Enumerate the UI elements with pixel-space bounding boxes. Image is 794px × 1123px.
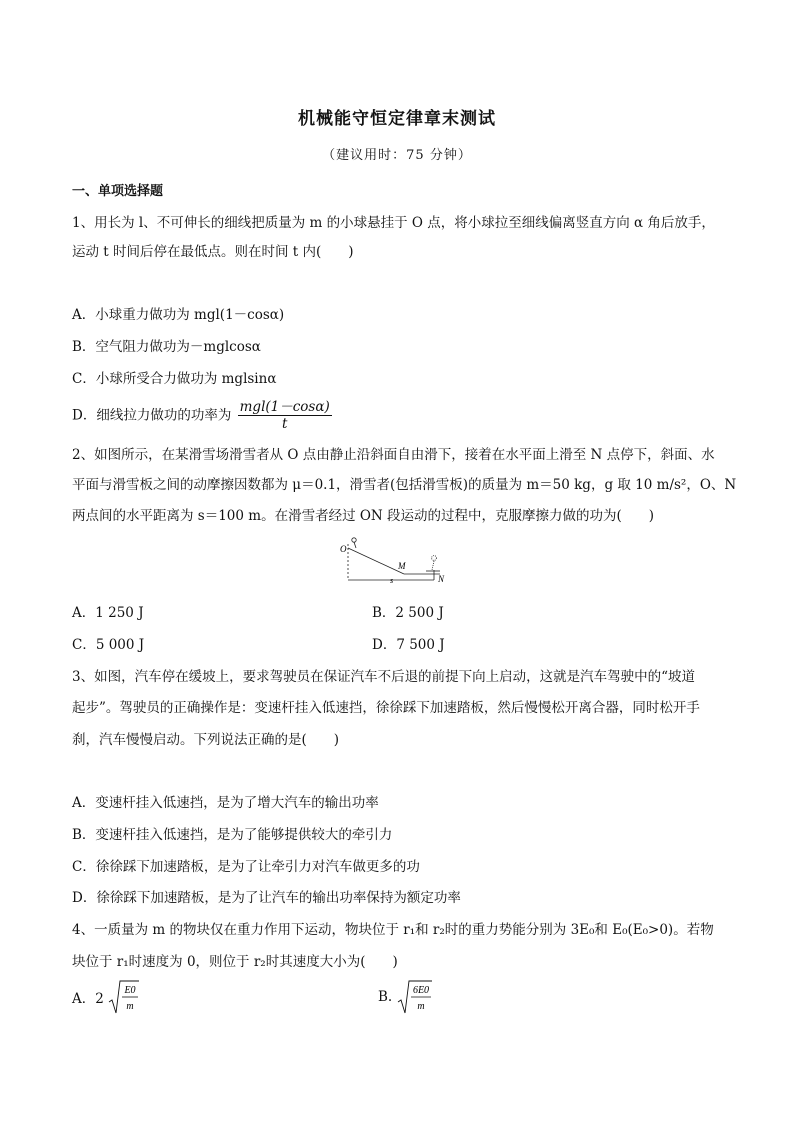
q3-stem-line2: 起步”。驾驶员的正确操作是：变速杆挂入低速挡，徐徐踩下加速踏板，然后慢慢松开离合器，同时松开手 bbox=[72, 700, 700, 716]
ski-slope-figure bbox=[334, 530, 450, 586]
q1-option-b: B．空气阻力做功为－mglcosα bbox=[72, 339, 261, 355]
q4-stem-line2: 块位于 r₁时速度为 0，则位于 r₂时其速度大小为( ) bbox=[72, 954, 398, 970]
document-subtitle: （建议用时：75 分钟） bbox=[322, 148, 472, 163]
q4-option-a-prefix: A．2 bbox=[72, 991, 104, 1007]
skier-end-body bbox=[432, 561, 434, 570]
q4-option-a-numerator: E0 bbox=[124, 985, 136, 996]
q3-option-c: C．徐徐踩下加速踏板，是为了让牵引力对汽车做更多的功 bbox=[72, 859, 420, 875]
q4-option-b-denominator: m bbox=[416, 1001, 425, 1012]
q4-option-b-prefix: B. bbox=[378, 989, 393, 1005]
q4-option-a-denominator: m bbox=[126, 1001, 134, 1012]
q1-option-d-prefix: D．细线拉力做功的功率为 bbox=[72, 407, 232, 424]
q1-option-c: C．小球所受合力做功为 mglsinα bbox=[72, 371, 277, 387]
figure-label-n: N bbox=[438, 574, 445, 584]
figure-label-m: M bbox=[398, 561, 406, 571]
q4-stem-line1: 4、一质量为 m 的物块仅在重力作用下运动，物块位于 r₁和 r₂时的重力势能分别为 3E₀和 E₀(E₀>0)。若物 bbox=[72, 922, 714, 938]
q2-option-b: B．2 500 J bbox=[372, 605, 444, 621]
q3-option-b: B．变速杆挂入低速挡，是为了能够提供较大的牵引力 bbox=[72, 827, 393, 843]
q2-option-d: D．7 500 J bbox=[372, 637, 445, 653]
skier-end-head bbox=[432, 556, 437, 561]
skier-start-head bbox=[352, 538, 356, 542]
figure-label-o: O bbox=[340, 544, 347, 554]
q3-option-d: D．徐徐踩下加速踏板，是为了让汽车的输出功率保持为额定功率 bbox=[72, 890, 461, 906]
section-heading: 一、单项选择题 bbox=[72, 184, 164, 199]
q4-option-b-numerator: 6E0 bbox=[412, 985, 429, 996]
q2-option-c: C．5 000 J bbox=[72, 637, 145, 653]
q1-stem-line1: 1、用长为 l、不可伸长的细线把质量为 m 的小球悬挂于 O 点，将小球拉至细线偏离竖直方向 α 角后放手， bbox=[72, 215, 715, 231]
q2-stem-line2: 平面与滑雪板之间的动摩擦因数都为 μ＝0.1，滑雪者(包括滑雪板)的质量为 m＝50 kg，g 取 10 m/s²，O、N bbox=[72, 477, 737, 493]
q1-option-d-denominator: t bbox=[281, 416, 288, 432]
q2-stem-line1: 2、如图所示，在某滑雪场滑雪者从 O 点由静止沿斜面自由滑下，接着在水平面上滑至 N 点停下，斜面、水 bbox=[72, 447, 715, 463]
q4-option-a-sqrt bbox=[108, 978, 140, 1016]
q2-stem-line3: 两点间的水平距离为 s＝100 m。在滑雪者经过 ON 段运动的过程中，克服摩擦力做的功为( ) bbox=[72, 508, 655, 524]
q1-option-d bbox=[72, 395, 332, 432]
q1-option-d-numerator: mgl(1－cosα) bbox=[238, 395, 332, 416]
q3-stem-line1: 3、如图，汽车停在缓坡上，要求驾驶员在保证汽车不后退的前提下向上启动，这就是汽车驾驶中的“坡道 bbox=[72, 669, 695, 685]
document-title: 机械能守恒定律章末测试 bbox=[298, 109, 496, 129]
q3-option-a: A．变速杆挂入低速挡，是为了增大汽车的输出功率 bbox=[72, 795, 379, 811]
q1-option-d-fraction bbox=[238, 395, 332, 432]
slope-line bbox=[348, 548, 404, 574]
q4-option-a bbox=[72, 978, 140, 1016]
q4-option-b bbox=[378, 978, 433, 1016]
q3-stem-line3: 刹，汽车慢慢启动。下列说法正确的是( ) bbox=[72, 732, 340, 748]
q1-option-a: A．小球重力做功为 mgl(1－cosα) bbox=[72, 307, 285, 323]
skier-start-body bbox=[354, 542, 356, 548]
q1-stem-line2: 运动 t 时间后停在最低点。则在时间 t 内( ) bbox=[72, 244, 354, 260]
q2-option-a: A．1 250 J bbox=[72, 605, 144, 621]
figure-label-s: s bbox=[390, 576, 394, 585]
q4-option-b-sqrt bbox=[397, 978, 433, 1016]
